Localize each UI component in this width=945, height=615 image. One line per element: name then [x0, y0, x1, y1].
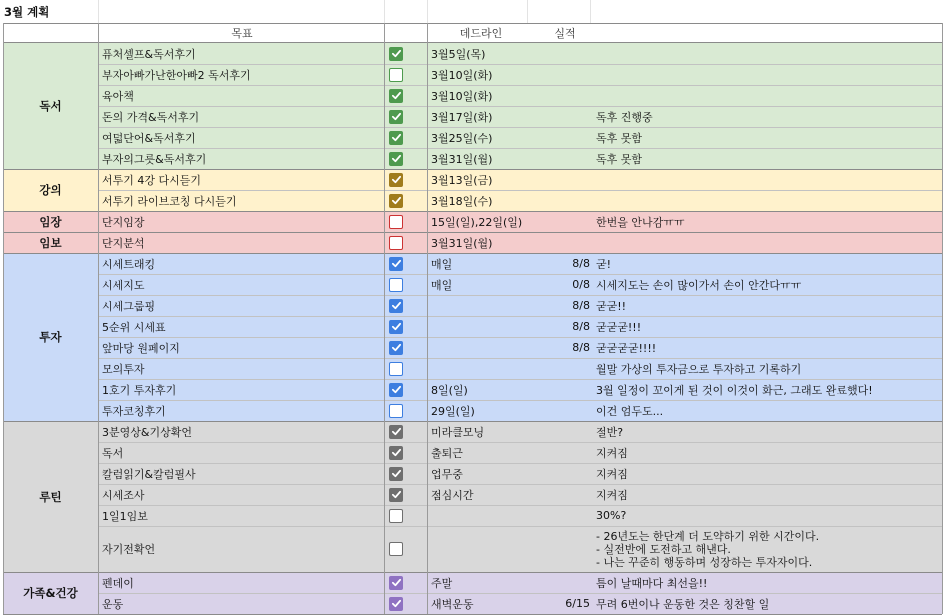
group-label: 투자 — [39, 330, 62, 344]
checkmark-icon — [391, 342, 402, 353]
result-cell[interactable]: 0/8 — [572, 278, 590, 291]
deadline-cell[interactable]: 3월31일(월) — [431, 236, 493, 250]
note-cell[interactable]: 독후 진행중 — [596, 110, 653, 124]
checkmark-icon — [391, 300, 402, 311]
goal-cell[interactable]: 서투기 라이브코칭 다시듣기 — [102, 194, 237, 208]
deadline-cell[interactable]: 매일 — [431, 278, 453, 292]
checkmark-icon — [391, 258, 402, 269]
col-border-check — [427, 23, 428, 614]
checked-checkbox[interactable] — [389, 173, 403, 187]
goal-cell[interactable]: 3분영상&기상확언 — [102, 425, 192, 439]
deadline-cell[interactable]: 미라클모닝 — [431, 425, 485, 439]
goal-cell[interactable]: 1일1임보 — [102, 509, 148, 523]
goal-cell[interactable]: 독서 — [102, 446, 124, 460]
deadline-cell[interactable]: 29일(일) — [431, 404, 475, 418]
unchecked-checkbox[interactable] — [389, 278, 403, 292]
checked-checkbox[interactable] — [389, 576, 403, 590]
checked-checkbox[interactable] — [389, 131, 403, 145]
unchecked-checkbox[interactable] — [389, 362, 403, 376]
goal-cell[interactable]: 칼럼읽기&칼럼필사 — [102, 467, 196, 481]
goal-cell[interactable]: 단지분석 — [102, 236, 145, 250]
goal-cell[interactable]: 앞마당 원페이지 — [102, 341, 180, 355]
goal-cell[interactable]: 서투기 4강 다시듣기 — [102, 173, 201, 187]
checkmark-icon — [391, 132, 402, 143]
goal-cell[interactable]: 단지임장 — [102, 215, 145, 229]
deadline-cell[interactable]: 주말 — [431, 576, 453, 590]
header-deadline[interactable]: 데드라인 — [459, 26, 503, 40]
unchecked-checkbox[interactable] — [389, 68, 403, 82]
goal-cell[interactable]: 여덟단어&독서후기 — [102, 131, 196, 145]
note-cell[interactable]: 지켜짐 — [596, 467, 628, 481]
goal-cell[interactable]: 부자아빠가난한아빠2 독서후기 — [102, 68, 251, 82]
checkmark-icon — [391, 90, 402, 101]
checkmark-icon — [391, 111, 402, 122]
goal-cell[interactable]: 투자코칭후기 — [102, 404, 166, 418]
checked-checkbox[interactable] — [389, 152, 403, 166]
checkmark-icon — [391, 174, 402, 185]
checked-checkbox[interactable] — [389, 341, 403, 355]
goal-cell[interactable]: 모의투자 — [102, 362, 145, 376]
goal-cell[interactable]: 육아책 — [102, 89, 134, 103]
checked-checkbox[interactable] — [389, 47, 403, 61]
note-cell[interactable]: 3월 일정이 꼬이게 된 것이 이것이 화근, 그래도 완료했다! — [596, 383, 873, 397]
header-goal[interactable]: 목표 — [231, 26, 253, 40]
goal-cell[interactable]: 시세조사 — [102, 488, 145, 502]
sheet-gridline — [527, 0, 528, 23]
note-cell[interactable]: 이건 엄두도... — [596, 404, 664, 418]
note-line: - 26년도는 한단계 더 도약하기 위한 시간이다. — [596, 529, 820, 543]
group-label: 루틴 — [39, 489, 62, 504]
deadline-cell[interactable]: 3월17일(화) — [431, 110, 493, 124]
checked-checkbox[interactable] — [389, 383, 403, 397]
note-cell[interactable]: 월말 가상의 투자금으로 투자하고 기록하기 — [596, 362, 802, 376]
deadline-cell[interactable]: 출퇴근 — [431, 446, 463, 460]
checkmark-icon — [391, 468, 402, 479]
col-border-goal — [384, 23, 385, 614]
deadline-cell[interactable]: 업무중 — [431, 467, 463, 481]
col-border-group — [98, 23, 99, 614]
checked-checkbox[interactable] — [389, 299, 403, 313]
deadline-cell[interactable]: 새벽운동 — [431, 597, 474, 611]
group-label: 임보 — [39, 235, 62, 250]
unchecked-checkbox[interactable] — [389, 215, 403, 229]
note-cell[interactable]: 굳! — [596, 257, 612, 271]
deadline-cell[interactable]: 8일(일) — [431, 383, 468, 397]
checkmark-icon — [391, 153, 402, 164]
note-cell[interactable]: 독후 못함 — [596, 131, 643, 145]
group-label: 가족&건강 — [23, 586, 78, 600]
note-cell-multiline[interactable] — [596, 526, 941, 572]
deadline-cell[interactable]: 3월10일(화) — [431, 68, 493, 82]
sheet-gridline — [427, 0, 428, 23]
goal-cell[interactable]: 시세지도 — [102, 278, 145, 292]
result-cell[interactable]: 8/8 — [572, 341, 590, 354]
deadline-cell[interactable]: 3월31일(월) — [431, 152, 493, 166]
deadline-cell[interactable]: 15일(일),22일(일) — [431, 215, 523, 229]
checked-checkbox[interactable] — [389, 446, 403, 460]
checkmark-icon — [391, 321, 402, 332]
checkmark-icon — [391, 489, 402, 500]
unchecked-checkbox[interactable] — [389, 509, 403, 523]
col-border-right — [942, 23, 943, 614]
goal-cell[interactable]: 자기전확언 — [102, 543, 156, 556]
deadline-cell[interactable]: 3월13일(금) — [431, 173, 493, 187]
deadline-cell[interactable]: 매일 — [431, 257, 453, 271]
result-cell[interactable]: 6/15 — [565, 597, 590, 610]
deadline-cell[interactable]: 점심시간 — [431, 488, 474, 502]
goal-cell[interactable]: 퓨처셀프&독서후기 — [102, 47, 196, 61]
note-cell[interactable]: 틈이 날때마다 최선을!! — [596, 576, 708, 590]
goal-cell[interactable]: 돈의 가격&독서후기 — [102, 110, 200, 124]
checked-checkbox[interactable] — [389, 597, 403, 611]
checked-checkbox[interactable] — [389, 467, 403, 481]
header-top-border — [3, 23, 942, 24]
result-cell[interactable]: 8/8 — [572, 299, 590, 312]
note-cell[interactable]: 굳굳굳!!! — [596, 320, 642, 334]
checked-checkbox[interactable] — [389, 257, 403, 271]
note-cell[interactable]: 굳굳!! — [596, 299, 627, 313]
goal-cell[interactable]: 5순위 시세표 — [102, 320, 166, 334]
checkmark-icon — [391, 195, 402, 206]
checkmark-icon — [391, 598, 402, 609]
checked-checkbox[interactable] — [389, 89, 403, 103]
checkmark-icon — [391, 384, 402, 395]
note-cell[interactable]: 굳굳굳굳!!!! — [596, 341, 657, 355]
header-result[interactable]: 실적 — [554, 26, 576, 40]
sheet-gridline — [590, 0, 591, 23]
note-cell[interactable]: 한번을 안나감ㅠㅠ — [596, 215, 685, 229]
unchecked-checkbox[interactable] — [389, 404, 403, 418]
col-border-left — [3, 23, 4, 614]
deadline-cell[interactable]: 3월18일(수) — [431, 194, 493, 208]
goal-cell[interactable]: 펜데이 — [102, 576, 134, 590]
goal-cell[interactable]: 1호기 투자후기 — [102, 383, 177, 397]
group-label: 임장 — [39, 214, 62, 229]
note-cell[interactable]: 지켜짐 — [596, 446, 628, 460]
group-label: 강의 — [39, 183, 62, 197]
group-label: 독서 — [39, 99, 62, 113]
deadline-cell[interactable]: 3월25일(수) — [431, 131, 493, 145]
checked-checkbox[interactable] — [389, 425, 403, 439]
note-cell[interactable]: 무려 6번이나 운동한 것은 칭찬할 일 — [596, 597, 770, 611]
checked-checkbox[interactable] — [389, 320, 403, 334]
goal-cell[interactable]: 시세그룹핑 — [102, 299, 156, 313]
sheet-gridline — [98, 0, 99, 23]
result-cell[interactable]: 8/8 — [572, 257, 590, 270]
deadline-cell[interactable]: 3월5일(목) — [431, 47, 486, 61]
note-line: - 나는 꾸준히 행동하며 성장하는 투자자이다. — [596, 555, 813, 569]
note-cell[interactable]: 30%? — [596, 509, 627, 522]
checked-checkbox[interactable] — [389, 194, 403, 208]
unchecked-checkbox[interactable] — [389, 236, 403, 250]
checkmark-icon — [391, 48, 402, 59]
checkmark-icon — [391, 577, 402, 588]
checked-checkbox[interactable] — [389, 110, 403, 124]
note-cell[interactable]: 절반? — [596, 425, 624, 439]
note-line: - 실전반에 도전하고 해낸다. — [596, 542, 731, 556]
checkmark-icon — [391, 426, 402, 437]
goal-cell[interactable]: 시세트래킹 — [102, 257, 156, 271]
note-cell[interactable]: 독후 못함 — [596, 152, 643, 166]
checkmark-icon — [391, 447, 402, 458]
deadline-cell[interactable]: 3월10일(화) — [431, 89, 493, 103]
sheet-title: 3월 계획 — [4, 5, 50, 19]
sheet-gridline — [384, 0, 385, 23]
note-cell[interactable]: 지켜짐 — [596, 488, 628, 502]
unchecked-checkbox[interactable] — [389, 542, 403, 556]
note-cell[interactable]: 시세지도는 손이 많이가서 손이 안간다ㅠㅠ — [596, 278, 802, 292]
goal-cell[interactable]: 운동 — [102, 597, 124, 611]
result-cell[interactable]: 8/8 — [572, 320, 590, 333]
checked-checkbox[interactable] — [389, 488, 403, 502]
goal-cell[interactable]: 부자의그릇&독서후기 — [102, 152, 207, 166]
